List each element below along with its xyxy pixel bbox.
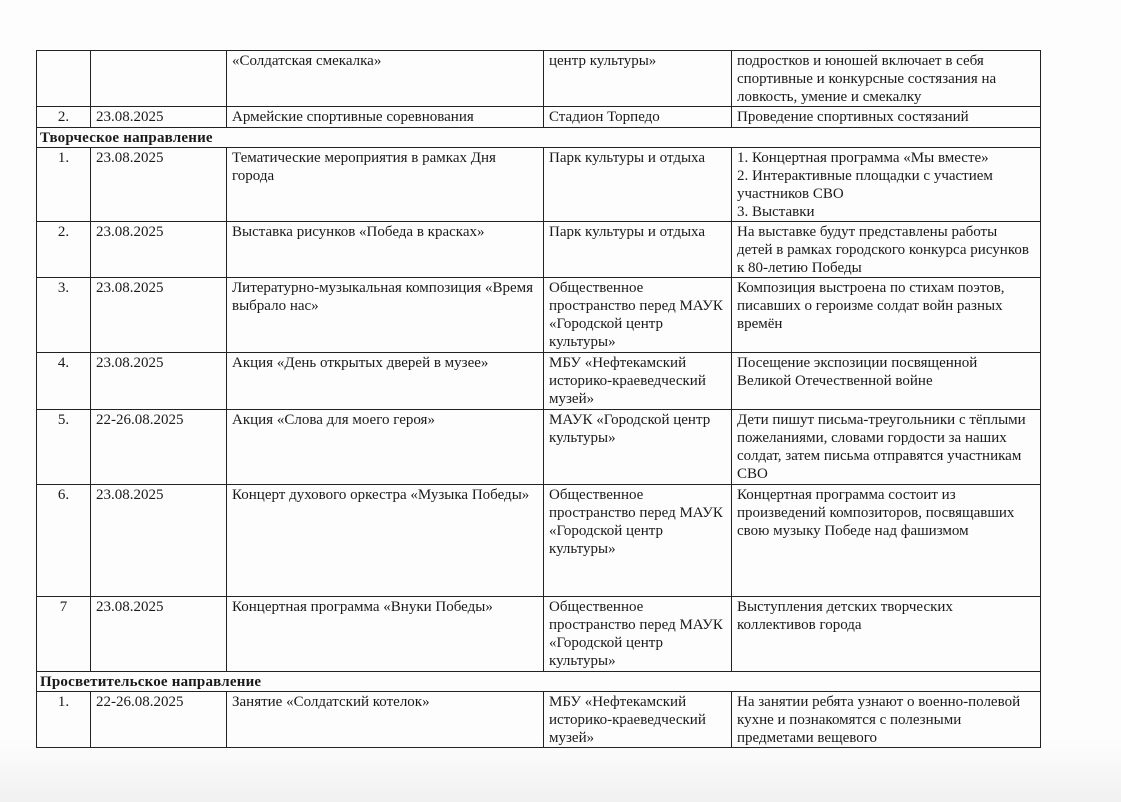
date-cell: 22-26.08.2025	[91, 410, 227, 485]
event-name-cell: Акция «День открытых дверей в музее»	[227, 353, 544, 410]
table-row	[37, 410, 1041, 485]
row-number-cell: 1.	[37, 692, 91, 748]
date-cell: 23.08.2025	[91, 107, 227, 128]
event-name-cell: Акция «Слова для моего героя»	[227, 410, 544, 485]
date-cell: 23.08.2025	[91, 597, 227, 672]
table-row	[37, 148, 1041, 222]
table-row	[37, 51, 1041, 107]
description-cell: На занятии ребята узнают о военно-полевой кухне и познакомятся с полезными предметами вещевого	[732, 692, 1041, 748]
event-name-cell: Занятие «Солдатский котелок»	[227, 692, 544, 748]
venue-cell: МБУ «Нефтекамский историко-краеведческий музей»	[544, 692, 732, 748]
section-title: Просветительское направление	[37, 672, 1041, 692]
page-bottom-shadow	[0, 740, 1121, 802]
event-name-cell: «Солдатская смекалка»	[227, 51, 544, 107]
description-cell: подростков и юношей включает в себя спортивные и конкурсные состязания на ловкость, умение и смекалку	[732, 51, 1041, 107]
description-cell: На выставке будут представлены работы детей в рамках городского конкурса рисунков к 80-летию Победы	[732, 222, 1041, 278]
row-number-cell: 2.	[37, 222, 91, 278]
event-name-cell: Тематические мероприятия в рамках Дня города	[227, 148, 544, 222]
table-row	[37, 222, 1041, 278]
table-row	[37, 278, 1041, 353]
date-cell: 23.08.2025	[91, 485, 227, 597]
date-cell: 23.08.2025	[91, 222, 227, 278]
date-cell: 22-26.08.2025	[91, 692, 227, 748]
venue-cell: МБУ «Нефтекамский историко-краеведческий музей»	[544, 353, 732, 410]
venue-cell: центр культуры»	[544, 51, 732, 107]
table-row	[37, 107, 1041, 128]
events-table	[36, 50, 1041, 748]
date-cell: 23.08.2025	[91, 278, 227, 353]
table-row	[37, 485, 1041, 597]
venue-cell: Общественное пространство перед МАУК «Городской центр культуры»	[544, 597, 732, 672]
table-row	[37, 692, 1041, 748]
row-number-cell: 5.	[37, 410, 91, 485]
venue-cell: Парк культуры и отдыха	[544, 148, 732, 222]
venue-cell: МАУК «Городской центр культуры»	[544, 410, 732, 485]
venue-cell: Парк культуры и отдыха	[544, 222, 732, 278]
row-number-cell: 7	[37, 597, 91, 672]
description-cell: 1. Концертная программа «Мы вместе» 2. Интерактивные площадки с участием участников СВО 3. Выставки	[732, 148, 1041, 222]
section-header-row	[37, 672, 1041, 692]
row-number-cell: 1.	[37, 148, 91, 222]
description-cell: Выступления детских творческих коллективов города	[732, 597, 1041, 672]
event-name-cell: Армейские спортивные соревнования	[227, 107, 544, 128]
description-cell: Дети пишут письма-треугольники с тёплыми пожеланиями, словами гордости за наших солдат, затем письма отправятся участникам СВО	[732, 410, 1041, 485]
row-number-cell: 6.	[37, 485, 91, 597]
row-number-cell: 4.	[37, 353, 91, 410]
row-number-cell: 3.	[37, 278, 91, 353]
section-title: Творческое направление	[37, 128, 1041, 148]
date-cell: 23.08.2025	[91, 148, 227, 222]
events-table-body	[37, 51, 1041, 748]
venue-cell: Общественное пространство перед МАУК «Городской центр культуры»	[544, 485, 732, 597]
date-cell: 23.08.2025	[91, 353, 227, 410]
description-cell: Концертная программа состоит из произведений композиторов, посвящавших свою музыку Победе над фашизмом	[732, 485, 1041, 597]
venue-cell: Общественное пространство перед МАУК «Городской центр культуры»	[544, 278, 732, 353]
venue-cell: Стадион Торпедо	[544, 107, 732, 128]
table-row	[37, 353, 1041, 410]
event-name-cell: Концертная программа «Внуки Победы»	[227, 597, 544, 672]
table-row	[37, 597, 1041, 672]
row-number-cell: 2.	[37, 107, 91, 128]
event-name-cell: Выставка рисунков «Победа в красках»	[227, 222, 544, 278]
row-number-cell	[37, 51, 91, 107]
section-header-row	[37, 128, 1041, 148]
event-name-cell: Литературно-музыкальная композиция «Время выбрало нас»	[227, 278, 544, 353]
description-cell: Проведение спортивных состязаний	[732, 107, 1041, 128]
description-cell: Композиция выстроена по стихам поэтов, писавших о героизме солдат войн разных времён	[732, 278, 1041, 353]
date-cell	[91, 51, 227, 107]
description-cell: Посещение экспозиции посвященной Великой Отечественной войне	[732, 353, 1041, 410]
event-name-cell: Концерт духового оркестра «Музыка Победы»	[227, 485, 544, 597]
